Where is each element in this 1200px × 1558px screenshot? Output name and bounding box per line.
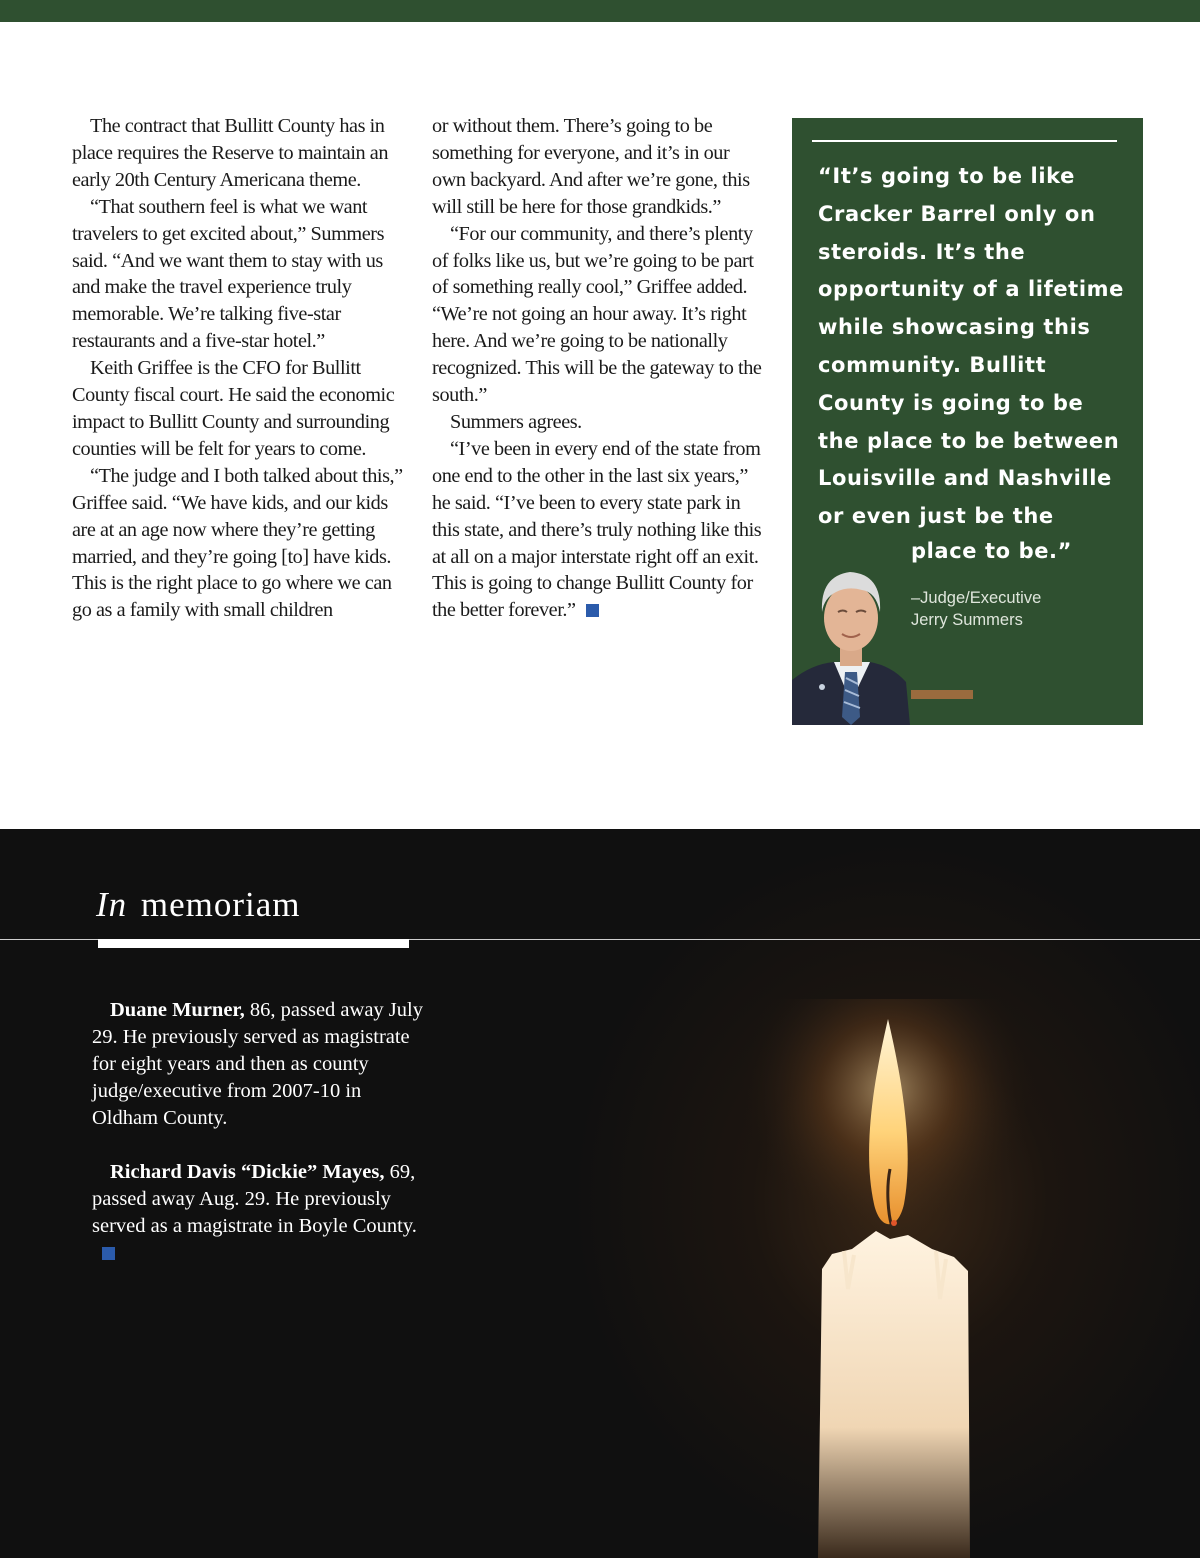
article-paragraph: “The judge and I both talked about this,” Griffee said. “We have kids, and our kids are at an age now where they’re getting married, and they’re going [to] have kids. This is the right place to go where we can go as a family with small children	[72, 464, 403, 622]
article-paragraph: “That southern feel is what we want travelers to get excited about,” Summers said. “And we want them to stay with us and make the travel experience truly memorable. We’re talking five-star restaurants and a five-star hotel.”	[72, 195, 385, 353]
memoriam-entry-text: 86, passed away July 29. He previously served as magistrate for eight years and then as county judge/executive from 2007-10 in Oldham County.	[92, 999, 423, 1129]
pull-quote-box	[792, 118, 1143, 725]
article-paragraph: Keith Griffee is the CFO for Bullitt County fiscal court. He said the economic impact to Bullitt County and surrounding counties will be felt for years to come.	[72, 357, 395, 460]
pull-quote-text-end: place to be.”	[911, 539, 1073, 563]
top-color-bar	[0, 0, 1200, 22]
memoriam-entry	[92, 1159, 432, 1267]
memoriam-entries	[92, 997, 432, 1294]
attribution-role: –Judge/Executive	[911, 589, 1042, 607]
memoriam-title	[96, 885, 301, 925]
memoriam-entry-name: Richard Davis “Dickie” Mayes,	[110, 1161, 385, 1183]
article-paragraph: “For our community, and there’s plenty of folks like us, but we’re going to be part of something really cool,” Griffee added. “We’re not going an hour away. It’s right here. And we’re going to be nationally recognized. This will be the gateway to the south.”	[432, 222, 762, 407]
article-paragraph: or without them. There’s going to be something for everyone, and it’s in our own backyard. And after we’re gone, this will still be here for those grandkids.”	[432, 115, 750, 218]
pull-quote-text: “It’s going to be like Cracker Barrel only on steroids. It’s the opportunity of a lifetime while showcasing this community. Bullitt County is going to be the place to be between Louisville and Nashville or even just be the	[818, 164, 1124, 529]
pull-quote-attribution	[911, 588, 1041, 631]
portrait-photo	[792, 552, 910, 725]
article-column-2	[432, 113, 762, 624]
memoriam-title-italic: In	[96, 885, 128, 924]
memoriam-entry-name: Duane Murner,	[110, 999, 245, 1021]
memoriam-section	[0, 829, 1200, 1558]
candle-photo	[740, 999, 1060, 1558]
memoriam-accent-bar	[98, 939, 409, 948]
memoriam-entry	[92, 997, 432, 1132]
end-mark-icon	[586, 604, 599, 617]
article-paragraph-last	[432, 436, 762, 624]
pull-quote-rule	[812, 140, 1117, 142]
attribution-name: Jerry Summers	[911, 610, 1023, 629]
pull-quote-accent-bar	[911, 690, 973, 699]
article-column-1	[72, 113, 412, 624]
end-mark-icon	[102, 1247, 115, 1260]
memoriam-title-text: memoriam	[140, 885, 301, 924]
memoriam-entry-text: 69, passed away Aug. 29. He previously served as a magistrate in Boyle County.	[92, 1161, 417, 1237]
article-paragraph: Summers agrees.	[450, 410, 582, 433]
article-paragraph-text: “I’ve been in every end of the state from one end to the other in the last six years,” he said. “I’ve been to every state park in this state, and there’s truly nothing like this at all on a major interstate right off an exit. This is going to change Bullitt County for the better forever.”	[432, 437, 762, 622]
article-paragraph: The contract that Bullitt County has in place requires the Reserve to maintain an early 20th Century Americana theme.	[72, 115, 389, 191]
